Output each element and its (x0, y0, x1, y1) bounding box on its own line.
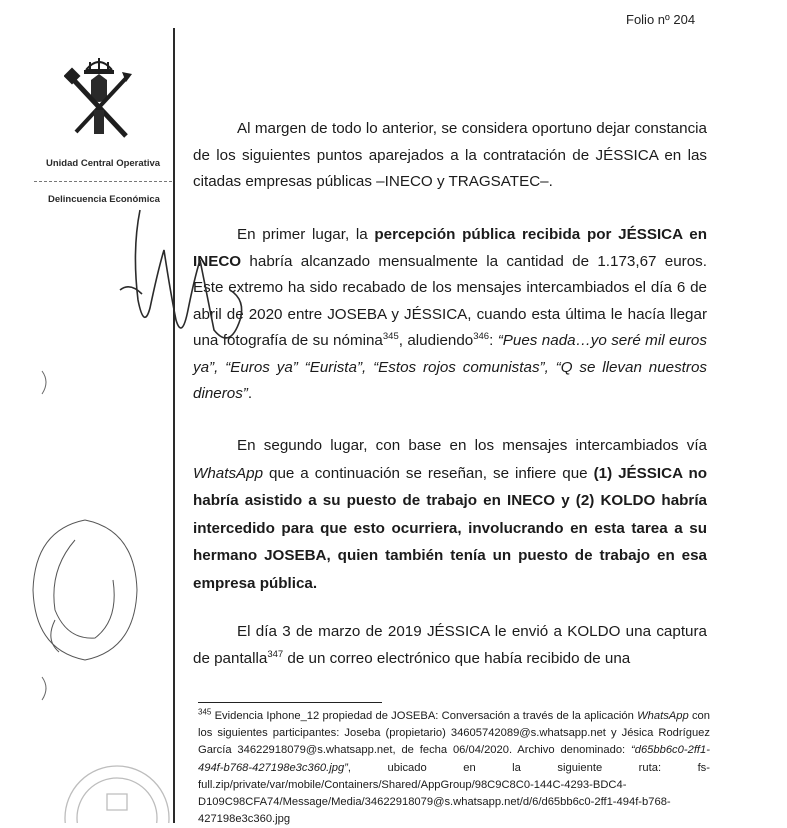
footnote-345 (198, 708, 710, 828)
p2-intro: En primer lugar, la (237, 226, 375, 243)
p3-intro: En segundo lugar, con base en los mensajes intercambiados vía (237, 437, 707, 454)
official-stamp-icon (62, 748, 172, 823)
footnote-whatsapp: WhatsApp (637, 710, 689, 722)
paragraph-1-text: Al margen de todo lo anterior, se considera oportuno dejar constancia de los siguientes puntos aparejados a la contratación de JÉSSICA en las citadas empresas públicas –INECO y TRAGSATEC–. (193, 120, 707, 190)
footnote-text: Evidencia Iphone_12 propiedad de JOSEBA: Conversación a través de la aplicación (211, 710, 638, 722)
p2-body-3: : (489, 332, 498, 349)
p3-whatsapp: WhatsApp (193, 464, 264, 482)
circle-scribble-icon (15, 510, 155, 670)
margin-line (173, 28, 175, 823)
p2-bold: percepción pública recibida por JÉSSICA en INECO (193, 226, 707, 270)
paragraph-4 (193, 619, 707, 672)
guardia-civil-emblem-icon (64, 52, 134, 140)
paragraph-2 (193, 222, 707, 408)
footnote-number: 345 (198, 707, 212, 717)
punch-hole-mark-icon (34, 674, 54, 704)
p2-body-2: , aludiendo (398, 332, 474, 349)
p2-body: habría alcanzado mensualmente la cantidad de 1.173,67 euros. Este extremo ha sido recabado de los mensajes intercambiados el día 6 de abril de 2020 entre JOSEBA y JÉSSICA, cuando esta última le hacía llegar una fotografía de su nómina (193, 252, 707, 349)
footnote-text-2: con los siguientes participantes: Joseba (propietario) 34605742089@s.whatsapp.net y Jésica Rodríguez García 34622918079@s.whatsapp.net, de fecha 06/04/2020. Archivo denominado: (198, 710, 710, 757)
unit-name-line2: Delincuencia Económica (48, 194, 160, 205)
unit-divider (34, 181, 172, 182)
footnote-ref-345[interactable]: 345 (382, 330, 399, 342)
footnote-ref-347[interactable]: 347 (267, 648, 284, 660)
paragraph-1 (193, 116, 707, 196)
footnote-filename: “d65bb6c0-2ff1-494f-b768-427198e3c360.jpg” (198, 744, 710, 774)
footnote-rule (198, 702, 382, 703)
footnote-path: , ubicado en la siguiente ruta: fs-full.zip/private/var/mobile/Containers/Shared/AppGroup/98C9C8C0-144C-4293-BDC4-D109C98CFA74/Message/Media/34622918079@s.whatsapp.net/d/6/d65bb6c0-2ff1-494f-b768-427198e3c360.jpg (198, 761, 710, 826)
p4-body: El día 3 de marzo de 2019 JÉSSICA le envió a KOLDO una captura de pantalla (193, 623, 707, 667)
punch-hole-mark-icon (34, 368, 54, 398)
unit-name-line1: Unidad Central Operativa (46, 158, 161, 169)
p3-bold: (1) JÉSSICA no habría asistido a su puesto de trabajo en INECO y (2) KOLDO habría intercedido para que esto ocurriera, involucrando en esta tarea a su hermano JOSEBA, quien también tenía un puesto de trabajo en esa empresa pública. (193, 464, 707, 592)
footnote-ref-346[interactable]: 346 (473, 330, 490, 342)
folio-number: Folio nº 204 (626, 12, 696, 27)
p2-end: . (247, 385, 253, 402)
p4-body-2: de un correo electrónico que había recibido de una (283, 649, 631, 667)
p2-quote: “Pues nada…yo seré mil euros ya”, “Euros ya” “Eurista”, “Estos rojos comunistas”, “Q se llevan nuestros dineros” (193, 332, 707, 402)
paragraph-3 (193, 432, 707, 597)
p3-body: que a continuación se reseñan, se infiere que (263, 464, 594, 482)
